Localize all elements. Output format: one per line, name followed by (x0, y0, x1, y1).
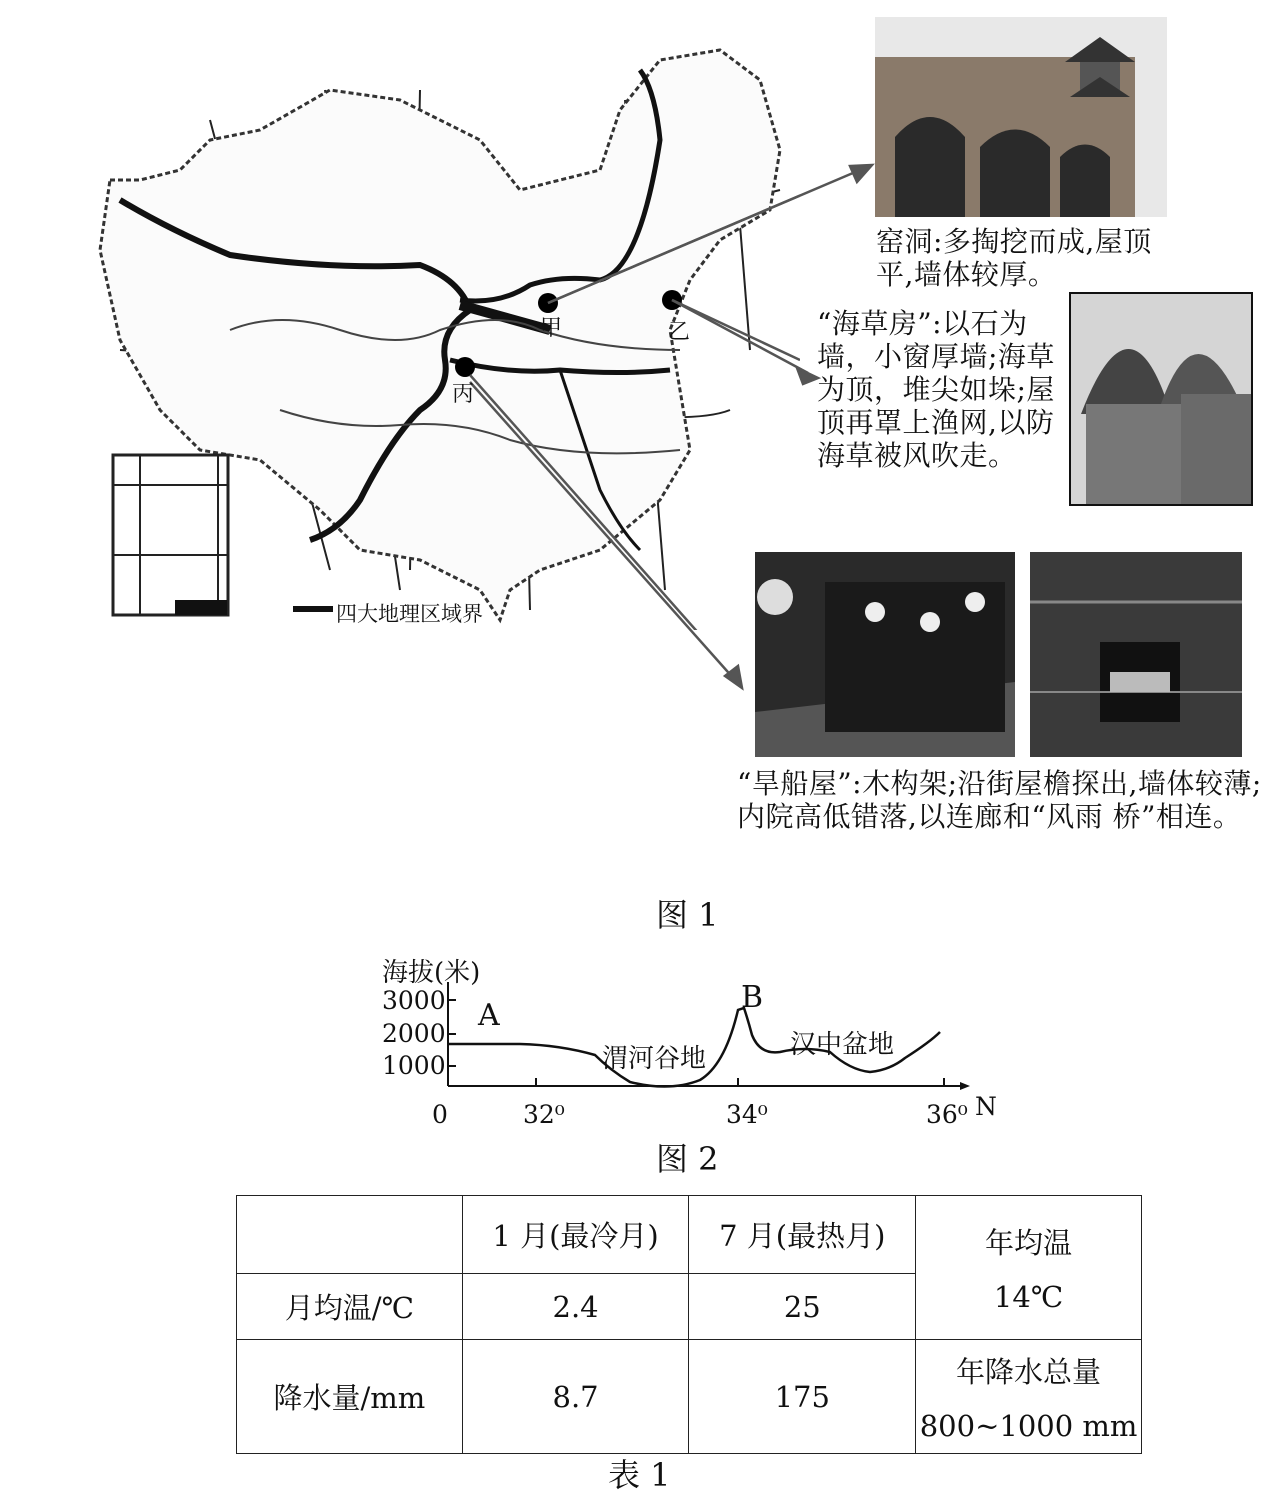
haicao-caption: “海草房”:以石为墙，小窗厚墙;海草为顶，堆尖如垛;屋顶再罩上渔网,以防海草被风吹走。 (817, 307, 1055, 472)
annual-precip-label: 年降水总量 (956, 1355, 1102, 1389)
annual-temp-value: 14℃ (993, 1280, 1064, 1314)
xaxis-unit: N (975, 1092, 997, 1121)
table-header-jul: 7 月(最热月) (689, 1196, 916, 1274)
ytick-1000: 1000 (382, 1051, 446, 1080)
hanzhong-label: 汉中盆地 (790, 1030, 895, 1060)
annual-temp-cell (916, 1196, 1142, 1340)
weihe-label: 渭河谷地 (602, 1044, 707, 1074)
table1-caption: 表 1 (608, 1456, 671, 1494)
row-temp-label: 月均温/℃ (237, 1274, 463, 1340)
point-a-label: A (478, 998, 500, 1033)
row-precip-jan: 8.7 (462, 1340, 689, 1454)
row-temp-jul: 25 (689, 1274, 916, 1340)
xtick-34: 34⁰ (726, 1100, 768, 1129)
figure1-title: 图 1 (656, 896, 719, 934)
map-label-jia: 甲 (540, 316, 563, 341)
xtick-0: 0 (432, 1100, 448, 1129)
row-precip-label: 降水量/mm (237, 1340, 463, 1454)
row-precip-jul: 175 (689, 1340, 916, 1454)
climate-table (236, 1195, 1142, 1454)
hanchuan-caption: “旱船屋”:木构架;沿街屋檐探出,墙体较薄;内院高低错落,以连廊和“风雨 桥”相连。 (737, 767, 1262, 833)
annual-precip-value: 800~1000 mm (919, 1409, 1138, 1443)
ytick-3000: 3000 (382, 986, 446, 1015)
row-temp-jan: 2.4 (462, 1274, 689, 1340)
hanchuan-photo-street (755, 552, 1015, 757)
figure2-title: 图 2 (656, 1140, 719, 1178)
yaodong-caption: 窑洞:多掏挖而成,屋顶平,墙体较厚。 (876, 225, 1152, 291)
map-label-yi: 乙 (668, 320, 691, 345)
hanchuan-photo-courtyard (1030, 552, 1242, 757)
table-header-jan: 1 月(最冷月) (462, 1196, 689, 1274)
map-label-bing: 丙 (452, 382, 475, 407)
figure2-ylabel: 海拔(米) (382, 958, 481, 988)
annual-precip-cell (916, 1340, 1142, 1454)
point-b-label: B (741, 980, 764, 1015)
xtick-36: 36⁰ (926, 1100, 968, 1129)
haicao-photo (1069, 292, 1253, 506)
yaodong-photo (875, 17, 1167, 217)
ytick-2000: 2000 (382, 1019, 446, 1048)
table-header-empty (237, 1196, 463, 1274)
annual-temp-label: 年均温 (985, 1226, 1073, 1260)
map-legend-label: 四大地理区域界 (336, 602, 483, 626)
xtick-32: 32⁰ (523, 1100, 565, 1129)
